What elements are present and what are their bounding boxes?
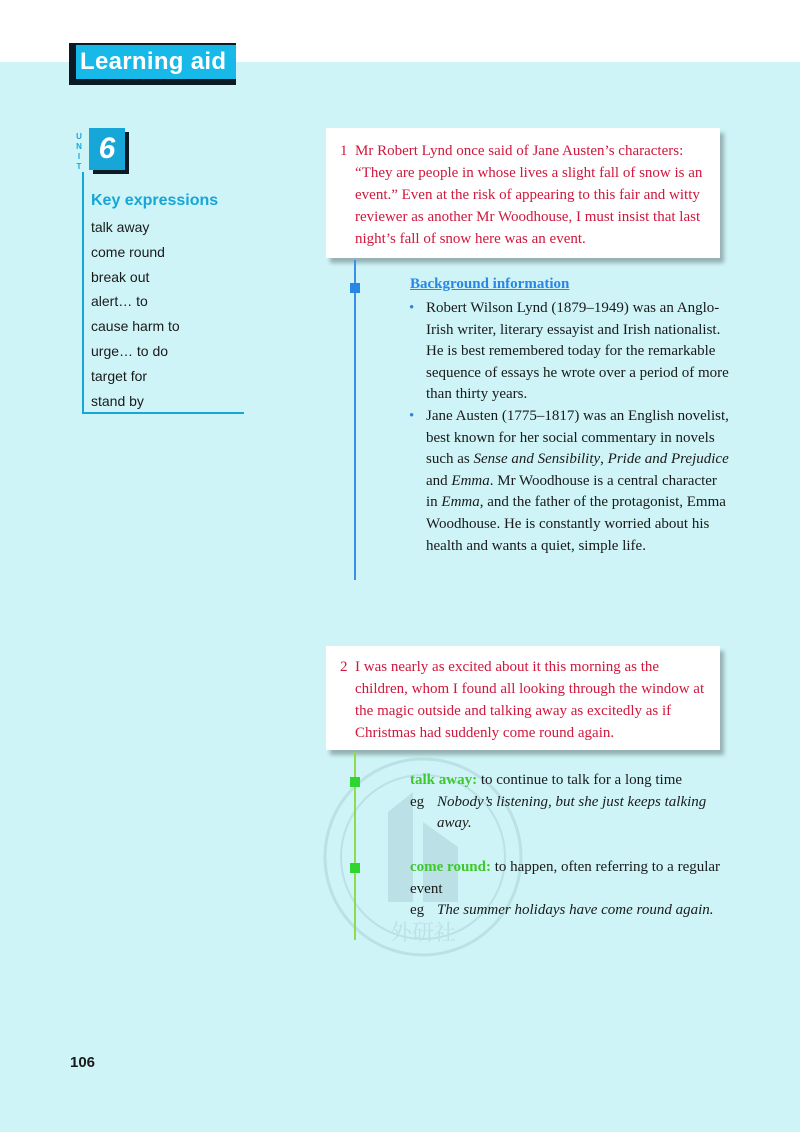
key-expression-item: cause harm to (91, 318, 180, 335)
unit-letter: N (76, 142, 82, 151)
background-info-text: Robert Wilson Lynd (1879–1949) was an Anglo-Irish writer, literary essayist and Irish nationalist. He is best remembered today for the remarkable sequence of essays he wrote over a period of more than thirty years. (426, 300, 729, 403)
background-info-text: . Mr Woodhouse is a central character in (426, 472, 717, 511)
expression-term: come round: (410, 859, 491, 875)
expression-term: talk away: (410, 772, 478, 788)
key-expressions-title: Key expressions (91, 192, 219, 209)
quote-box-1 (326, 128, 720, 258)
background-info-title: Background information (410, 276, 570, 292)
expression-definition: to happen, often referring to a regular event (410, 859, 721, 897)
expression-marker (350, 777, 360, 787)
unit-label (74, 132, 84, 172)
key-expression-item: stand by (91, 392, 144, 409)
example-label: eg (410, 793, 425, 810)
background-info-text: , and the father of the protagonist, Emma Woodhouse. He is constantly worried about his health and wants a quiet, simple life. (426, 494, 726, 554)
bullet-icon: • (409, 300, 415, 316)
example-text: The summer holidays have come round again. (437, 902, 714, 919)
expression-example (410, 900, 730, 922)
quote-text: I was nearly as excited about it this morning as the children, whom I found all looking through the window at the magic outside and talking away as excitedly as if Christmas had suddenly come round again. (355, 659, 705, 741)
background-info-list (409, 298, 729, 557)
watermark-text: 外研社 (389, 921, 457, 946)
key-expression-item: break out (91, 268, 150, 285)
expression-definition: to continue to talk for a long time (477, 772, 683, 788)
key-expression-item: urge… to do (91, 342, 169, 359)
background-info-text: , (600, 451, 608, 468)
key-expression-item: alert… to (91, 293, 148, 310)
quote-number: 2 (340, 659, 348, 675)
example-label: eg (410, 902, 425, 919)
background-info-item (409, 406, 729, 557)
expression-definition-line (410, 857, 730, 900)
expression-marker (350, 863, 360, 873)
book-title: Emma (441, 494, 480, 511)
learning-aid-title: Learning aid (76, 45, 236, 79)
background-info-marker (350, 283, 360, 293)
book-title: Emma (451, 472, 490, 489)
expression-example (410, 792, 730, 835)
key-expressions-list (91, 217, 180, 415)
unit-badge (89, 128, 125, 170)
expression-entry (410, 857, 730, 922)
unit-frame-vertical (82, 172, 84, 414)
quote-text: Mr Robert Lynd once said of Jane Austen’s characters: “They are people in whose lives a slight fall of snow is an event.” Even at the risk of appearing to this fair and witty reviewer as another Mr Woodhouse, I must insist that last night’s fall of snow here was an event. (355, 143, 703, 247)
expression-entry (410, 770, 730, 835)
background-info-text: and (426, 472, 452, 489)
quote-box-2 (326, 646, 720, 750)
book-title: Pride and Prejudice (607, 451, 729, 468)
quote-number: 1 (340, 143, 348, 159)
key-expression-item: come round (91, 243, 165, 260)
unit-number: 6 (98, 132, 116, 165)
unit-letter: T (76, 162, 82, 171)
background-info-text: Jane Austen (1775–1817) was an English novelist, best known for her social commentary in novels such as (426, 407, 729, 468)
example-text: Nobody’s listening, but she just keeps talking away. (437, 793, 707, 832)
key-expression-item: target for (91, 367, 148, 384)
expression-definition-line (410, 770, 730, 792)
book-title: Sense and Sensibility (473, 451, 601, 468)
key-expression-item: talk away (91, 219, 150, 235)
background-info-rule (354, 260, 356, 580)
page-number: 106 (70, 1054, 96, 1071)
background-info-item (409, 298, 729, 406)
bullet-icon: • (409, 407, 415, 424)
unit-letter: I (77, 152, 81, 161)
unit-letter: U (76, 132, 82, 141)
